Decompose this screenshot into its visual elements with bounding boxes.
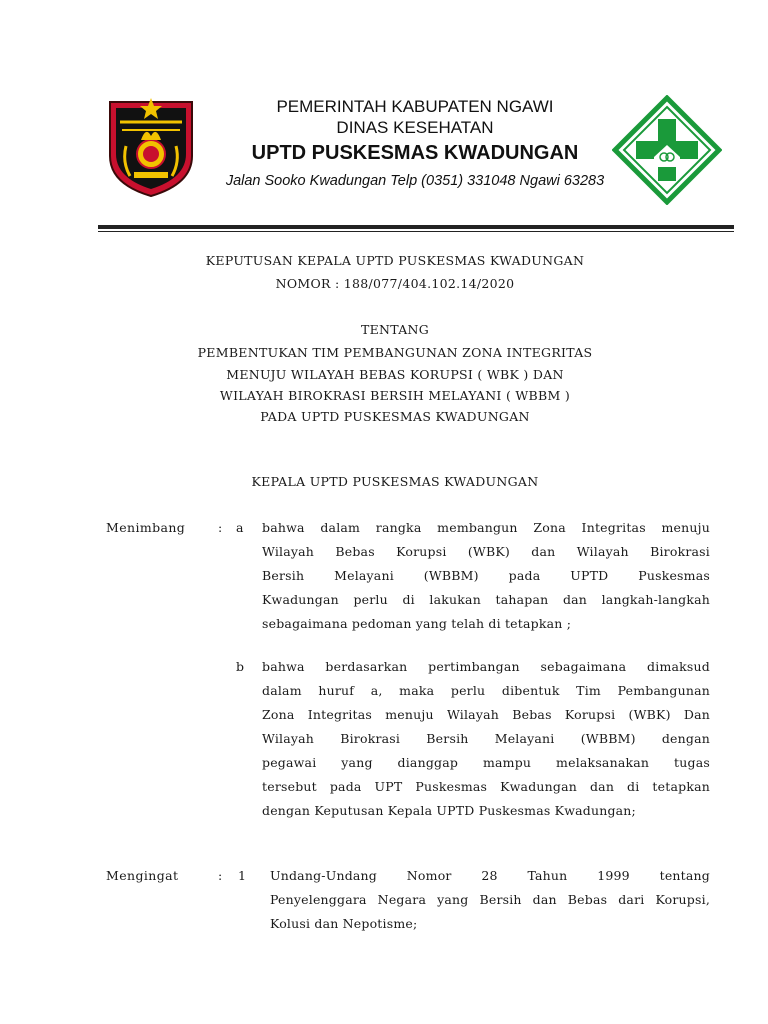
item-marker: a [236, 520, 244, 535]
paragraph-line: dengan Keputusan Kepala UPTD Puskesmas Kwadungan; [262, 803, 636, 818]
paragraph-line: Zona Integritas menuju Wilayah Bebas Korupsi (WBK) Dan [262, 707, 710, 722]
letterhead-divider-thin [98, 231, 734, 232]
paragraph-line: bahwa berdasarkan pertimbangan sebagaimana dimaksud [262, 659, 710, 674]
decree-issuer: KEPALA UPTD PUSKESMAS KWADUNGAN [251, 474, 539, 489]
about-line: PADA UPTD PUSKESMAS KWADUNGAN [260, 409, 530, 424]
paragraph-line: pegawai yang dianggap mampu melaksanakan tugas [262, 755, 710, 770]
about-line: MENUJU WILAYAH BEBAS KORUPSI ( WBK ) DAN [226, 367, 564, 382]
paragraph-line: Undang-Undang Nomor 28 Tahun 1999 tentang [270, 868, 710, 883]
institution-address: Jalan Sooko Kwadungan Telp (0351) 331048 Ngawi 63283 [225, 173, 605, 189]
ngawi-regency-emblem-icon [106, 96, 196, 198]
agency-name: DINAS KESEHATAN [336, 118, 494, 137]
mengingat-label: Mengingat [106, 868, 179, 883]
mengingat-colon: : [218, 868, 223, 883]
menimbang-item-a [262, 516, 710, 636]
item-marker: b [236, 659, 245, 674]
institution-name: UPTD PUSKESMAS KWADUNGAN [251, 142, 579, 164]
letterhead-text [200, 96, 630, 191]
paragraph-line: dalam huruf a, maka perlu dibentuk Tim Pembangunan [262, 683, 710, 698]
item-marker: 1 [238, 868, 247, 883]
about-line: PEMBENTUKAN TIM PEMBANGUNAN ZONA INTEGRITAS [197, 345, 593, 360]
decree-title: KEPUTUSAN KEPALA UPTD PUSKESMAS KWADUNGAN [205, 253, 585, 268]
menimbang-item-b [262, 655, 710, 823]
paragraph-line: Kwadungan perlu di lakukan tahapan dan langkah-langkah [262, 592, 710, 607]
paragraph-line: Penyelenggara Negara yang Bersih dan Bebas dari Korupsi, [270, 892, 710, 907]
decree-number: NOMOR : 188/077/404.102.14/2020 [275, 276, 515, 291]
menimbang-label: Menimbang [106, 520, 186, 535]
government-name: PEMERINTAH KABUPATEN NGAWI [276, 97, 554, 116]
paragraph-line: sebagaimana pedoman yang telah di tetapkan ; [262, 616, 572, 631]
about-line: WILAYAH BIROKRASI BERSIH MELAYANI ( WBBM ) [219, 388, 571, 403]
paragraph-line: bahwa dalam rangka membangun Zona Integritas menuju [262, 520, 710, 535]
paragraph-line: Wilayah Birokrasi Bersih Melayani (WBBM) dengan [262, 731, 710, 746]
menimbang-colon: : [218, 520, 223, 535]
mengingat-item-1 [270, 864, 710, 936]
about-label: TENTANG [360, 322, 430, 337]
paragraph-line: Kolusi dan Nepotisme; [270, 916, 418, 931]
letterhead-divider-thick [98, 225, 734, 229]
puskesmas-logo-icon [612, 95, 722, 205]
letterhead [0, 0, 768, 240]
paragraph-line: Wilayah Bebas Korupsi (WBK) dan Wilayah Birokrasi [262, 544, 710, 559]
paragraph-line: Bersih Melayani (WBBM) pada UPTD Puskesmas [262, 568, 710, 583]
paragraph-line: tersebut pada UPT Puskesmas Kwadungan dan di tetapkan [262, 779, 710, 794]
